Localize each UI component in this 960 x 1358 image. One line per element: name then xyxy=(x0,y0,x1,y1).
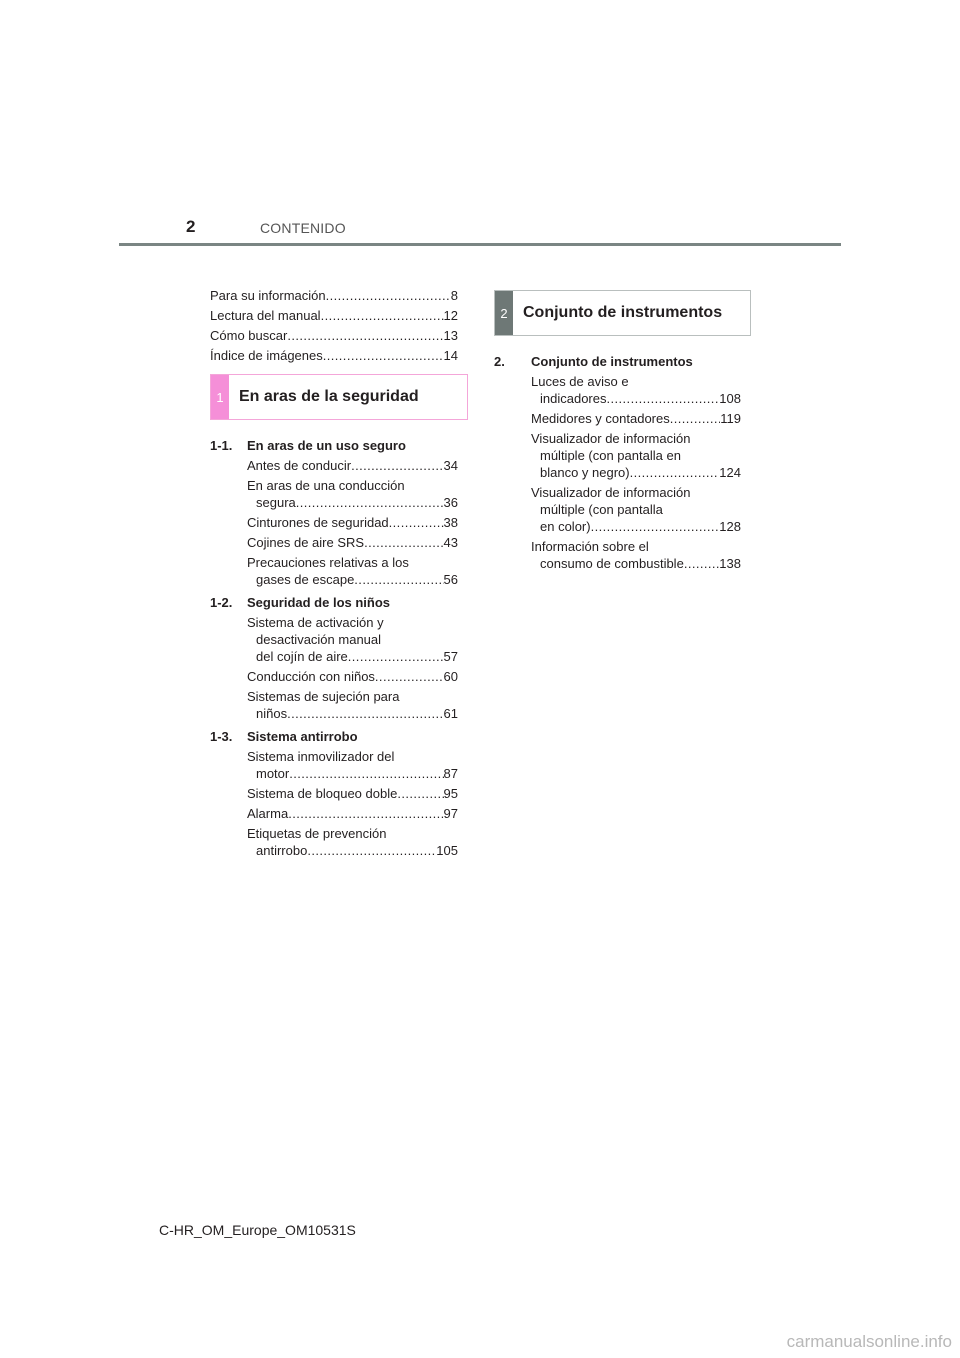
toc-link[interactable] xyxy=(531,464,741,481)
chapter-title: Conjunto de instrumentos xyxy=(531,354,693,369)
toc-link[interactable] xyxy=(247,765,458,782)
leader-dots xyxy=(287,327,443,344)
entry-text: Sistema de bloqueo doble xyxy=(247,786,398,801)
toc-link[interactable] xyxy=(210,287,458,304)
chapter-heading xyxy=(210,594,458,611)
toc-link[interactable] xyxy=(247,457,458,474)
toc-entry xyxy=(210,457,458,474)
toc-entry xyxy=(210,347,458,364)
intro-list xyxy=(210,287,458,364)
entry-text: blanco y negro) xyxy=(540,465,630,480)
page-ref: 108 xyxy=(719,391,741,406)
toc-entry xyxy=(210,825,458,859)
toc-entry xyxy=(210,614,458,665)
entry-text: Alarma xyxy=(247,806,289,821)
section-2-tab: 2 xyxy=(495,291,513,335)
leader-dots xyxy=(307,842,436,859)
page-ref: 13 xyxy=(443,328,458,343)
page-number: 2 xyxy=(186,217,196,236)
entry-line: Luces de aviso e xyxy=(531,374,629,389)
entry-line: Información sobre el xyxy=(531,539,649,554)
toc-link[interactable] xyxy=(531,518,741,535)
page-ref: 14 xyxy=(443,348,458,363)
toc-entry xyxy=(210,534,458,551)
page-ref: 8 xyxy=(450,288,458,303)
chapter-number: 1-1. xyxy=(210,438,233,453)
toc-link[interactable] xyxy=(247,494,458,511)
toc-left-column xyxy=(210,287,458,367)
leader-dots xyxy=(289,765,443,782)
toc-entry xyxy=(210,805,458,822)
chapter-title: En aras de un uso seguro xyxy=(247,438,406,453)
toc-link[interactable] xyxy=(247,705,458,722)
footer-doc-code: C-HR_OM_Europe_OM10531S xyxy=(159,1222,356,1238)
chapter-title: Seguridad de los niños xyxy=(247,595,391,610)
entry-text: motor xyxy=(256,766,290,781)
page-ref: 138 xyxy=(719,556,741,571)
page-ref: 12 xyxy=(443,308,458,323)
page-ref: 56 xyxy=(443,572,458,587)
toc-link[interactable] xyxy=(210,307,458,324)
entry-text: Cómo buscar xyxy=(210,328,288,343)
section-1-title: En aras de la seguridad xyxy=(239,388,419,405)
entry-text: Cinturones de seguridad xyxy=(247,515,389,530)
chapter-heading xyxy=(210,437,458,454)
chapter-heading xyxy=(210,728,458,745)
toc-link[interactable] xyxy=(247,668,458,685)
leader-dots xyxy=(684,555,719,572)
leader-dots xyxy=(348,648,444,665)
entry-text: niños xyxy=(256,706,288,721)
entry-line: Sistema de activación y xyxy=(247,615,384,630)
toc-link[interactable] xyxy=(247,534,458,551)
toc-link[interactable] xyxy=(210,347,458,364)
toc-link[interactable] xyxy=(247,805,458,822)
chapter-number: 1-2. xyxy=(210,595,233,610)
leader-dots xyxy=(397,785,443,802)
toc-link[interactable] xyxy=(247,842,458,859)
section-1-tab: 1 xyxy=(211,375,229,419)
toc-link[interactable] xyxy=(247,514,458,531)
toc-link[interactable] xyxy=(210,327,458,344)
page-ref: 124 xyxy=(719,465,741,480)
toc-entry xyxy=(210,287,458,304)
toc-link[interactable] xyxy=(531,410,741,427)
entry-text: Antes de conducir xyxy=(247,458,352,473)
leader-dots xyxy=(351,457,443,474)
page-ref: 95 xyxy=(443,786,458,801)
leader-dots xyxy=(389,514,444,531)
page-ref: 36 xyxy=(443,495,458,510)
section-2-title: Conjunto de instrumentos xyxy=(523,304,723,321)
toc-entry xyxy=(494,373,741,407)
toc-entry xyxy=(210,514,458,531)
entry-text: Para su información xyxy=(210,288,326,303)
entry-text: indicadores xyxy=(540,391,607,406)
chapter-number: 2. xyxy=(494,354,505,369)
leader-dots xyxy=(296,494,444,511)
leader-dots xyxy=(287,705,443,722)
leader-dots xyxy=(288,805,443,822)
entry-text: Cojines de aire SRS xyxy=(247,535,365,550)
leader-dots xyxy=(670,410,721,427)
page-ref: 128 xyxy=(719,519,741,534)
chapter-heading xyxy=(494,353,741,370)
entry-line: Sistema inmovilizador del xyxy=(247,749,395,764)
toc-entry xyxy=(210,688,458,722)
page-ref: 61 xyxy=(443,706,458,721)
entry-text: consumo de combustible xyxy=(540,556,684,571)
page-ref: 57 xyxy=(443,649,458,664)
section-2-header[interactable] xyxy=(494,290,751,336)
toc-entry xyxy=(210,307,458,324)
leader-dots xyxy=(321,307,444,324)
toc-entry xyxy=(494,410,741,427)
chapter-title: Sistema antirrobo xyxy=(247,729,358,744)
leader-dots xyxy=(630,464,720,481)
page-ref: 34 xyxy=(443,458,458,473)
entry-line: En aras de una conducción xyxy=(247,478,405,493)
leader-dots xyxy=(375,668,444,685)
toc-entry xyxy=(210,477,458,511)
page-ref: 119 xyxy=(720,411,741,426)
toc-link[interactable] xyxy=(531,390,741,407)
toc-link[interactable] xyxy=(247,648,458,665)
entry-text: segura xyxy=(256,495,296,510)
entry-line: desactivación manual xyxy=(256,632,382,647)
entry-line: múltiple (con pantalla xyxy=(540,502,663,517)
section-2-list xyxy=(494,353,741,575)
watermark: carmanualsonline.info xyxy=(786,1332,952,1351)
entry-text: Conducción con niños xyxy=(247,669,375,684)
toc-entry xyxy=(494,538,741,572)
chapter-number: 1-3. xyxy=(210,729,233,744)
leader-dots xyxy=(364,534,443,551)
page-ref: 87 xyxy=(443,766,458,781)
entry-text: en color) xyxy=(540,519,591,534)
toc-entry xyxy=(210,327,458,344)
toc-entry xyxy=(210,668,458,685)
page-ref: 38 xyxy=(443,515,458,530)
leader-dots xyxy=(354,571,443,588)
page-ref: 43 xyxy=(443,535,458,550)
entry-text: del cojín de aire xyxy=(256,649,348,664)
header-divider xyxy=(119,243,841,246)
entry-text: gases de escape xyxy=(256,572,355,587)
leader-dots xyxy=(607,390,720,407)
leader-dots xyxy=(591,518,720,535)
section-1-list xyxy=(210,437,458,862)
section-1-header[interactable] xyxy=(210,374,468,420)
page-ref: 97 xyxy=(443,806,458,821)
entry-line: Etiquetas de prevención xyxy=(247,826,387,841)
toc-entry xyxy=(210,554,458,588)
toc-link[interactable] xyxy=(247,785,458,802)
toc-link[interactable] xyxy=(531,555,741,572)
toc-link[interactable] xyxy=(247,571,458,588)
entry-line: Visualizador de información xyxy=(531,485,691,500)
page-ref: 105 xyxy=(436,843,458,858)
page-ref: 60 xyxy=(443,669,458,684)
entry-text: Medidores y contadores xyxy=(531,411,670,426)
toc-entry xyxy=(494,484,741,535)
toc-entry xyxy=(210,785,458,802)
entry-line: Sistemas de sujeción para xyxy=(247,689,400,704)
leader-dots xyxy=(326,287,451,304)
entry-text: Índice de imágenes xyxy=(210,348,323,363)
leader-dots xyxy=(323,347,444,364)
toc-entry xyxy=(494,430,741,481)
entry-line: Visualizador de información xyxy=(531,431,691,446)
entry-line: Precauciones relativas a los xyxy=(247,555,409,570)
entry-line: múltiple (con pantalla en xyxy=(540,448,681,463)
toc-entry xyxy=(210,748,458,782)
entry-text: Lectura del manual xyxy=(210,308,321,323)
header-title: CONTENIDO xyxy=(260,220,346,236)
entry-text: antirrobo xyxy=(256,843,308,858)
